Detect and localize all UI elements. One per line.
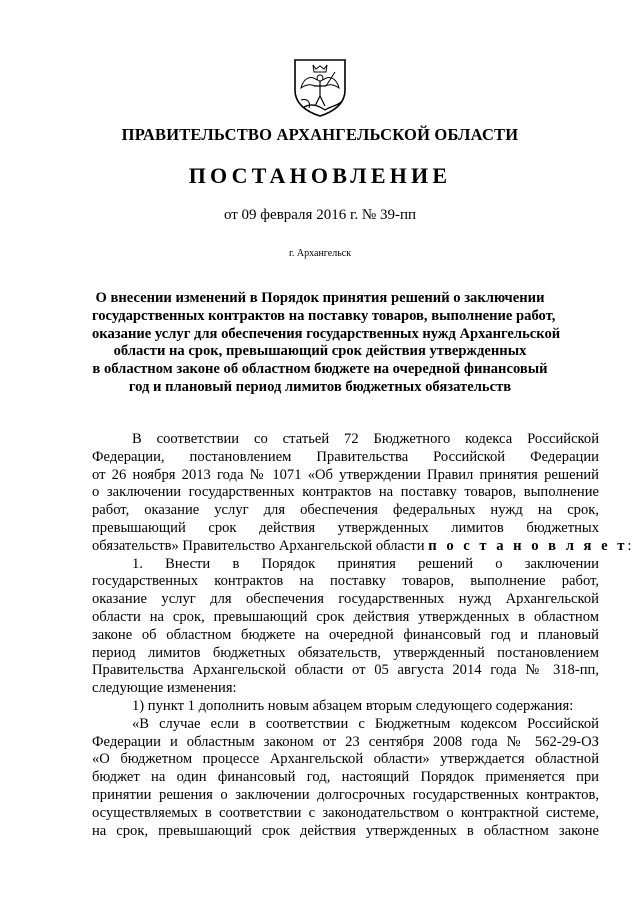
- body-line: Федерации, постановлением Правительства Российской Федерации: [92, 448, 599, 465]
- title-line: области на срок, превышающий срок действия утвержденных: [113, 343, 527, 360]
- body-line: области на срок, превышающий срок действия утвержденных в областном: [92, 608, 599, 625]
- body-line: В соответствии со статьей 72 Бюджетного кодекса Российской: [132, 431, 599, 447]
- body-line: принятии решения о заключении долгосрочных государственных контрактов,: [92, 786, 599, 803]
- body-line: на срок, превышающий срок действия утвержденных в областном законе: [92, 822, 599, 839]
- title-line: в областном законе об областном бюджете на очередной финансовый: [92, 361, 548, 378]
- body-line: бюджет на один финансовый год, настоящий Порядок применяется при: [92, 769, 599, 786]
- document-body: [92, 431, 632, 840]
- body-line-text: обязательств» Правительство Архангельской области: [92, 537, 425, 554]
- document-title: [92, 290, 561, 397]
- body-line: Правительства Архангельской области от 05 августа 2014 года № 318-пп,: [92, 662, 599, 679]
- issuing-city: г. Архангельск: [288, 248, 352, 259]
- body-line: государственных контрактов на поставку товаров, выполнение работ,: [92, 573, 599, 590]
- body-line: от 26 ноября 2013 года № 1071 «Об утверждении Правил принятия решений: [92, 466, 599, 483]
- title-line: О внесении изменений в Порядок принятия решений о заключении: [95, 290, 545, 306]
- decree-colon: :: [627, 537, 632, 554]
- document-date-number: от 09 февраля 2016 г. № 39-пп: [223, 207, 417, 223]
- body-line: работ, оказание услуг для обеспечения федеральных нужд на срок,: [92, 502, 599, 519]
- body-line: о заключении государственных контрактов на поставку товаров, выполнение: [92, 484, 599, 501]
- title-line: год и плановый период лимитов бюджетных обязательств: [128, 378, 512, 395]
- body-line: «В случае если в соответствии с Бюджетным кодексом Российской: [132, 715, 599, 732]
- body-line: законе об областном бюджете на очередной финансовый год и плановый: [92, 626, 599, 643]
- body-line: осуществляемых в соответствии с законодательством о контрактной системе,: [92, 804, 599, 821]
- coat-of-arms-emblem: [289, 56, 351, 118]
- title-line: оказание услуг для обеспечения государственных нужд Архангельской: [92, 325, 561, 342]
- body-line-decree: [92, 537, 632, 556]
- body-line: 1) пункт 1 дополнить новым абзацем вторым следующего содержания:: [132, 697, 574, 714]
- body-line: Федерации и областным законом от 23 сентября 2008 года № 562-29-ОЗ: [92, 733, 599, 750]
- document-type: ПОСТАНОВЛЕНИЕ: [188, 163, 452, 188]
- issuing-authority: ПРАВИТЕЛЬСТВО АРХАНГЕЛЬСКОЙ ОБЛАСТИ: [121, 125, 519, 144]
- body-line: период лимитов бюджетных обязательств, утвержденный постановлением: [92, 644, 599, 661]
- title-line: государственных контрактов на поставку товаров, выполнение работ,: [92, 307, 556, 324]
- body-line: следующие изменения:: [92, 680, 237, 697]
- decree-word: п о с т а н о в л я е т: [428, 537, 628, 554]
- body-line: «О бюджетном процессе Архангельской области» утверждается областной: [92, 751, 599, 768]
- body-line: превышающий срок действия утвержденных лимитов бюджетных: [92, 519, 599, 536]
- body-line: оказание услуг для обеспечения государственных нужд Архангельской: [92, 591, 599, 608]
- body-line: 1. Внести в Порядок принятия решений о заключении: [132, 555, 599, 572]
